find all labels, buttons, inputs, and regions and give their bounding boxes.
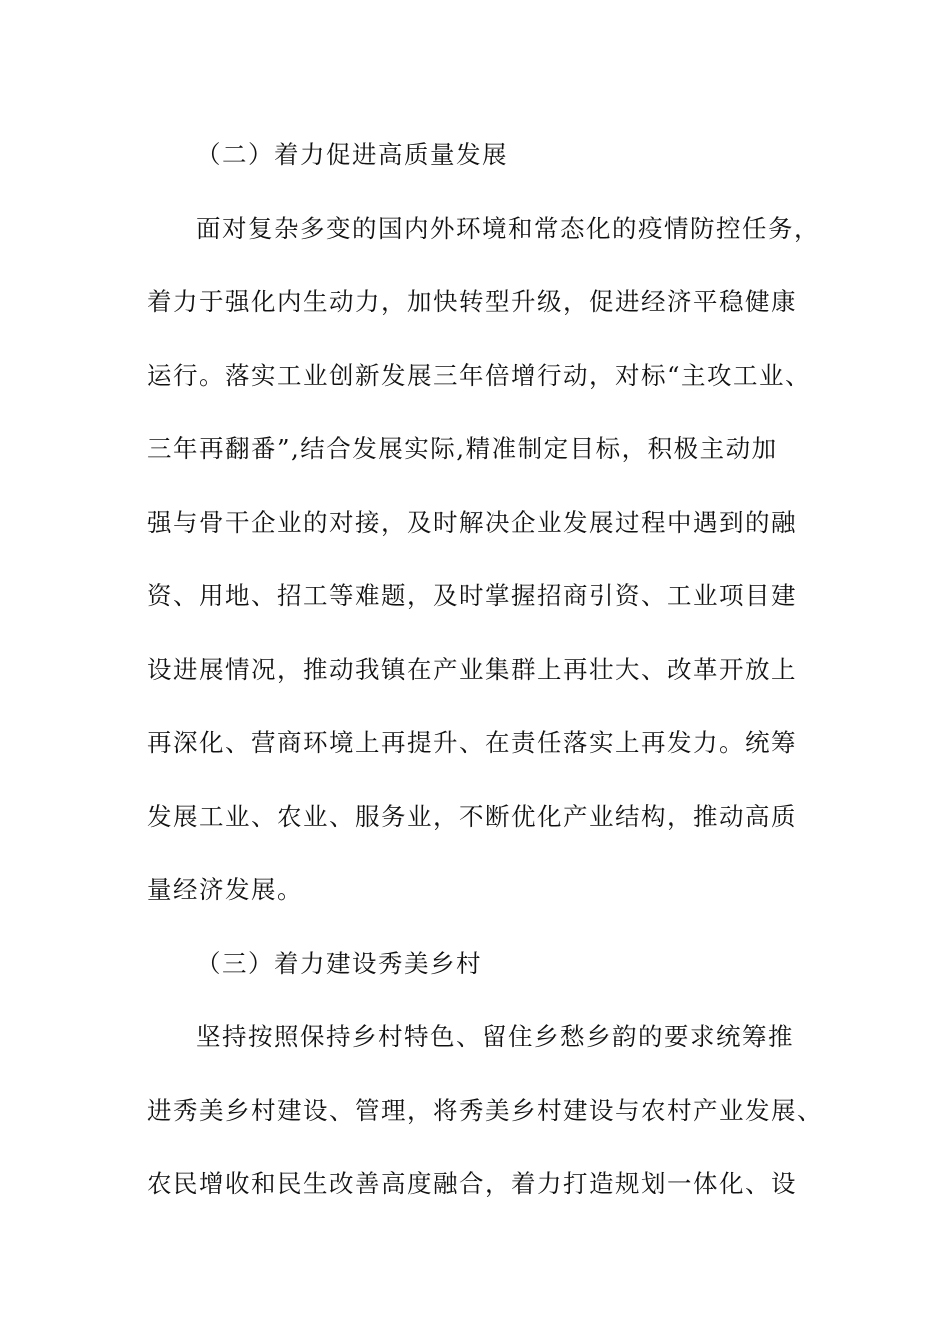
paragraph-line: 运行。落实工业创新发展三年倍增行动，对标“主攻工业、 [147, 360, 812, 390]
paragraph-line: 农民增收和民生改善高度融合，着力打造规划一体化、设 [147, 1169, 797, 1198]
document-body [147, 118, 823, 1221]
paragraph-line: 坚持按照保持乡村特色、留住乡愁乡韵的要求统筹推 [196, 1022, 794, 1051]
section-heading-3: （三）着力建设秀美乡村 [196, 948, 482, 978]
paragraph-line: 面对复杂多变的国内外环境和常态化的疫情防控任务， [196, 213, 820, 243]
section-heading-2: （二）着力促进高质量发展 [196, 140, 508, 169]
paragraph-line: 着力于强化内生动力，加快转型升级，促进经济平稳健康 [147, 287, 797, 316]
paragraph-line: 资、用地、招工等难题，及时掌握招商引资、工业项目建 [147, 581, 797, 610]
paragraph-line: 再深化、营商环境上再提升、在责任落实上再发力。统筹 [147, 728, 797, 757]
paragraph-line: 进秀美乡村建设、管理，将秀美乡村建设与农村产业发展、 [147, 1095, 823, 1125]
paragraph-line: 强与骨干企业的对接，及时解决企业发展过程中遇到的融 [147, 507, 797, 537]
paragraph-line: 发展工业、农业、服务业，不断优化产业结构，推动高质 [147, 801, 797, 831]
paragraph-line: 量经济发展。 [147, 875, 303, 904]
paragraph-line: 三年再翻番”,结合发展实际,精准制定目标，积极主动加 [147, 434, 778, 463]
paragraph-line: 设进展情况，推动我镇在产业集群上再壮大、改革开放上 [147, 654, 797, 684]
